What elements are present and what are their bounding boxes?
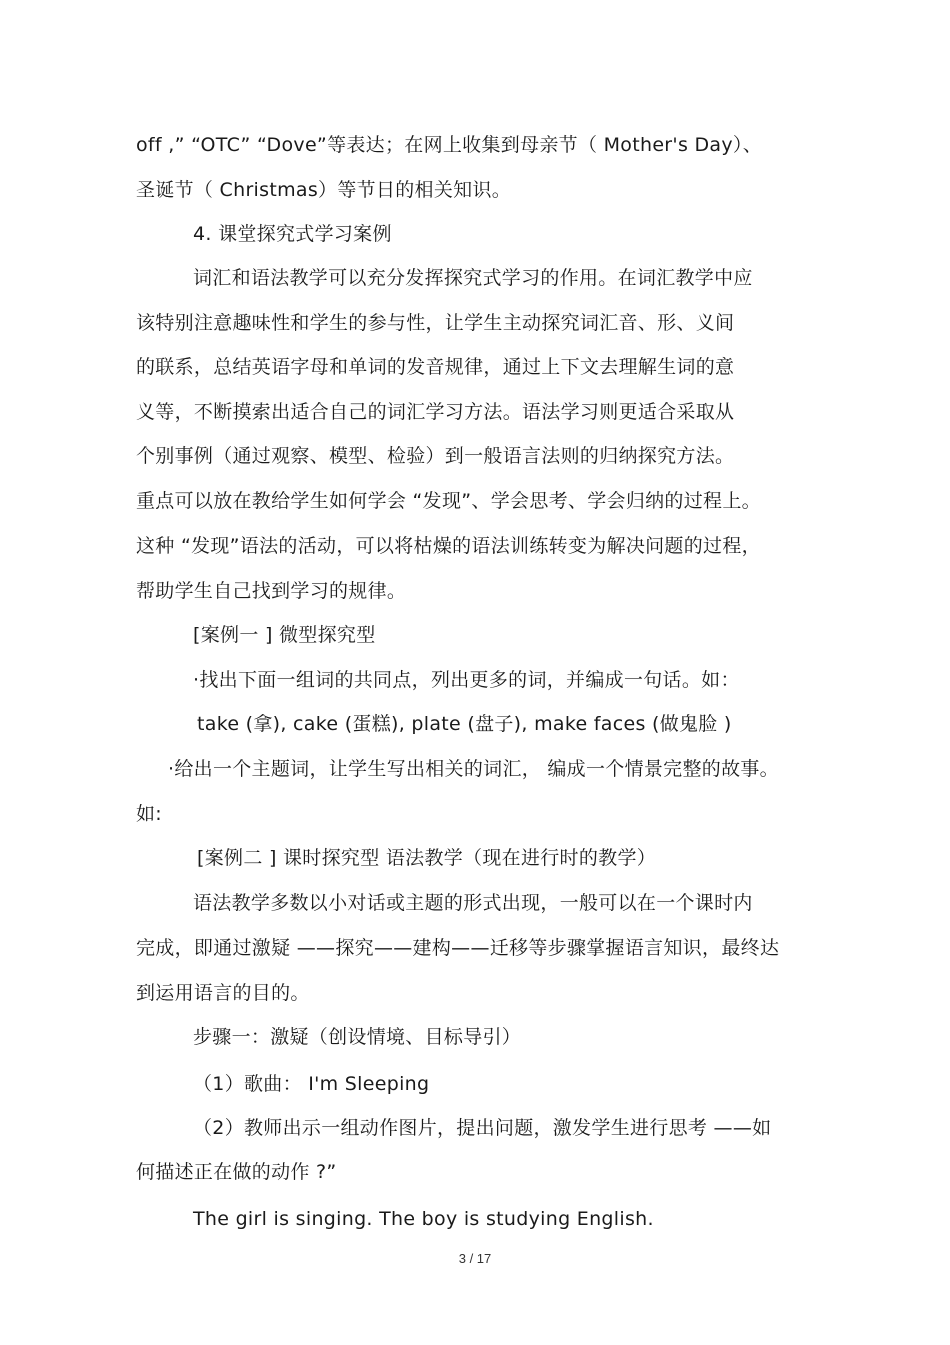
text-line: The girl is singing. The boy is studying English. (193, 1208, 654, 1230)
text-line: 词汇和语法教学可以充分发挥探究式学习的作用。在词汇教学中应 (193, 267, 753, 289)
text-line: 何描述正在做的动作 ?” (136, 1161, 337, 1183)
text-line: 圣诞节（ Christmas）等节日的相关知识。 (136, 179, 512, 201)
text-line: 完成，即通过激疑 ——探究——建构——迁移等步骤掌握语言知识，最终达 (136, 937, 780, 959)
text-line: （2）教师出示一组动作图片，提出问题，激发学生进行思考 ——如 (193, 1117, 772, 1139)
step-heading: 步骤一：激疑（创设情境、目标导引） (193, 1026, 522, 1048)
text-line: 义等，不断摸索出适合自己的词汇学习方法。语法学习则更适合采取从 (136, 401, 735, 423)
text-line: 重点可以放在教给学生如何学会 “发现”、学会思考、学会归纳的过程上。 (136, 490, 761, 512)
text-line: 到运用语言的目的。 (136, 982, 310, 1004)
text-line: 个别事例（通过观察、模型、检验）到一般语言法则的归纳探究方法。 (136, 445, 735, 467)
text-line: off ,” “OTC” “Dove”等表达；在网上收集到母亲节（ Mother's Day）、 (136, 134, 762, 156)
case-heading: [案例二 ] 课时探究型 语法教学（现在进行时的教学） (197, 847, 657, 869)
text-line: 这种 “发现”语法的活动，可以将枯燥的语法训练转变为解决问题的过程， (136, 535, 761, 557)
text-line: 帮助学生自己找到学习的规律。 (136, 580, 407, 602)
page-number: 3 / 17 (458, 1251, 492, 1266)
text-line: ·找出下面一组词的共同点，列出更多的词，并编成一句话。如： (193, 669, 740, 691)
text-line: （1）歌曲： I'm Sleeping (193, 1073, 430, 1095)
text-line: 该特别注意趣味性和学生的参与性，让学生主动探究词汇音、形、义间 (136, 312, 735, 334)
text-line: ·给出一个主题词，让学生写出相关的词汇， 编成一个情景完整的故事。 (168, 758, 779, 780)
text-line: 如: (136, 803, 163, 825)
text-line: 语法教学多数以小对话或主题的形式出现，一般可以在一个课时内 (193, 892, 753, 914)
text-line: take (拿), cake (蛋糕), plate (盘子), make faces (做鬼脸 ) (197, 713, 732, 735)
section-heading: 4. 课堂探究式学习案例 (193, 223, 392, 245)
case-heading: [案例一 ] 微型探究型 (193, 624, 376, 646)
text-line: 的联系，总结英语字母和单词的发音规律，通过上下文去理解生词的意 (136, 356, 735, 378)
